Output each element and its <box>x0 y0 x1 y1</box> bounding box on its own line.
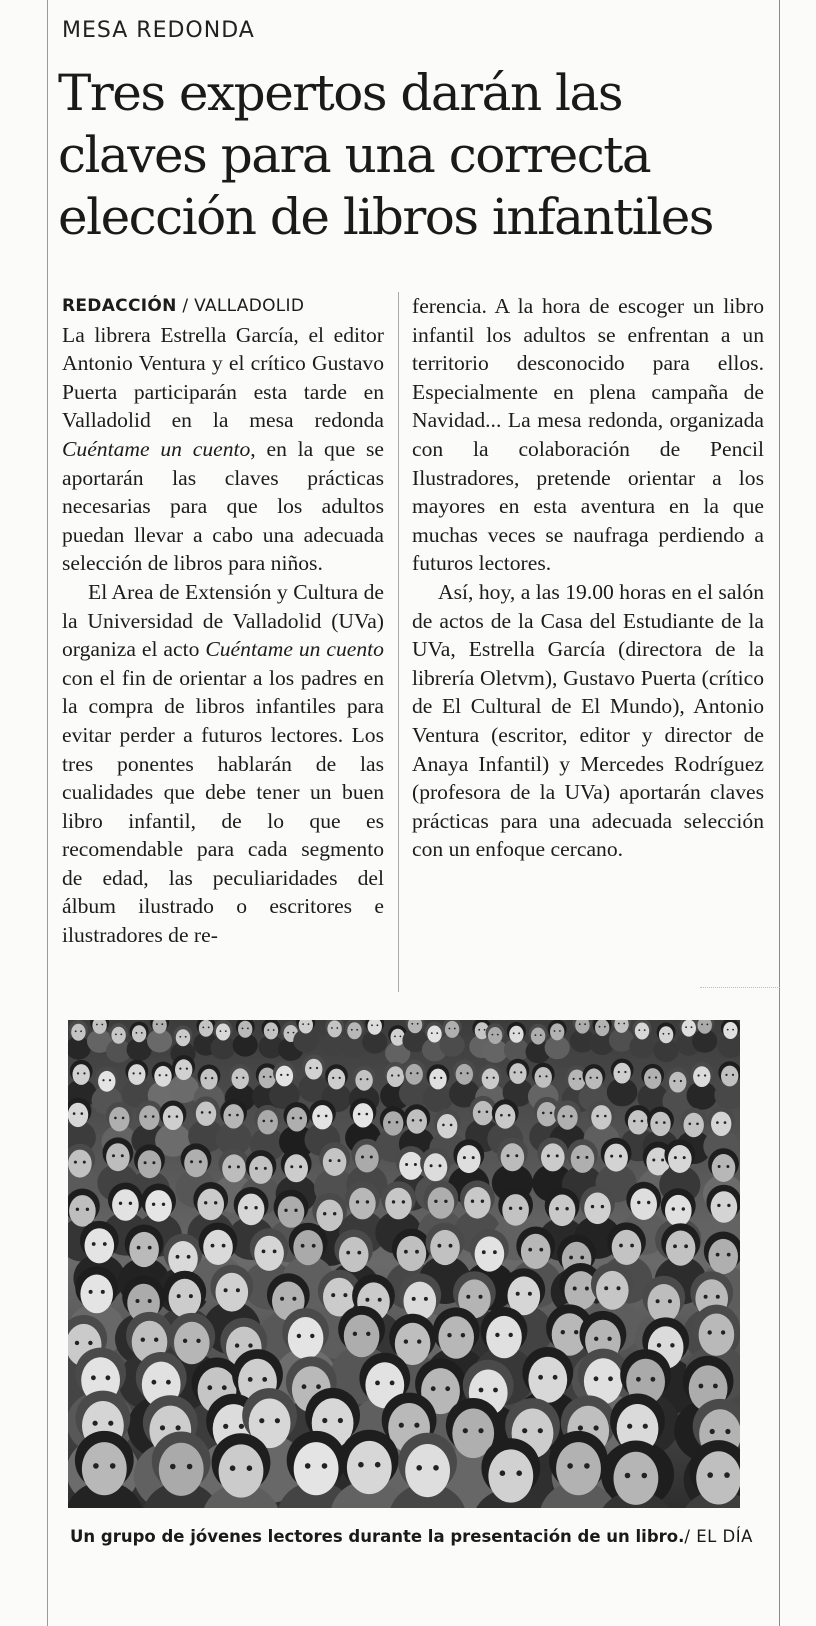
paragraph-text: El Area de Extensión y Cultura de la Universidad de Valladolid (UVa) organiza el acto <box>62 579 384 662</box>
headline: Tres expertos darán las claves para una correcta elección de libros infantiles <box>58 64 713 246</box>
paragraph <box>62 578 384 950</box>
right-margin-rule <box>779 0 780 1626</box>
article-column-2 <box>412 292 764 864</box>
caption-text: Un grupo de jóvenes lectores durante la presentación de un libro. <box>70 1527 685 1546</box>
article-column-1 <box>62 292 384 950</box>
left-margin-rule <box>47 0 48 1626</box>
byline-agency: REDACCIÓN <box>62 296 177 316</box>
byline-separator: / <box>176 296 195 316</box>
byline <box>62 292 384 321</box>
event-title: Cuéntame un cuento <box>62 436 251 461</box>
paragraph: ferencia. A la hora de escoger un libro infantil los adultos se enfrentan a un territorio desconocido para ellos. Especialmente en plena campaña de Navidad... La mesa redonda, organizada con la colaboración de Pencil Ilustradores, pretende orientar a los mayores en esta aventura en la que muchas veces se naufraga perdiendo a futuros lectores. <box>412 294 764 576</box>
paragraph: Así, hoy, a las 19.00 horas en el salón de actos de la Casa del Estudiante de la UVa, Estrella García (directora de la librería Oletvm), Gustavo Puerta (crítico de El Cultural de El Mundo), Antonio Ventura (escritor, editor y director de Anaya Infantil) y Mercedes Rodríguez (profesora de la UVa) aportarán claves prácticas para una adecuada selección con un enfoque cercano. <box>412 579 764 862</box>
column-divider <box>398 292 399 992</box>
fold-mark <box>700 987 780 989</box>
photo-credit: EL DÍA <box>696 1527 753 1546</box>
photo-caption <box>70 1527 753 1546</box>
paragraph-text: , en la que se aportarán las claves prácticas necesarias para que los adultos puedan llevar a cabo una adecuada selección de libros para niños. <box>62 436 384 576</box>
photo-credit-separator: / <box>684 1527 697 1546</box>
paragraph-text: La librera Estrella García, el editor Antonio Ventura y el crítico Gustavo Puerta participarán esta tarde en Valladolid en la mesa redonda <box>62 322 384 433</box>
event-title: Cuéntame un cuento <box>205 637 384 662</box>
crowd-photo-illustration <box>68 1020 740 1508</box>
paragraph <box>62 321 384 578</box>
byline-city: VALLADOLID <box>194 296 305 316</box>
news-photo <box>68 1020 740 1508</box>
section-label: MESA REDONDA <box>62 18 255 43</box>
paragraph-text: con el fin de orientar a los padres en la compra de libros infantiles para evitar perder a futuros lectores. Los tres ponentes hablarán de las cualidades que debe tener un buen libro infantil, de lo que es recomendable para cada segmento de edad, las peculiaridades del álbum ilustrado o escritores e ilustradores de re- <box>62 665 384 948</box>
